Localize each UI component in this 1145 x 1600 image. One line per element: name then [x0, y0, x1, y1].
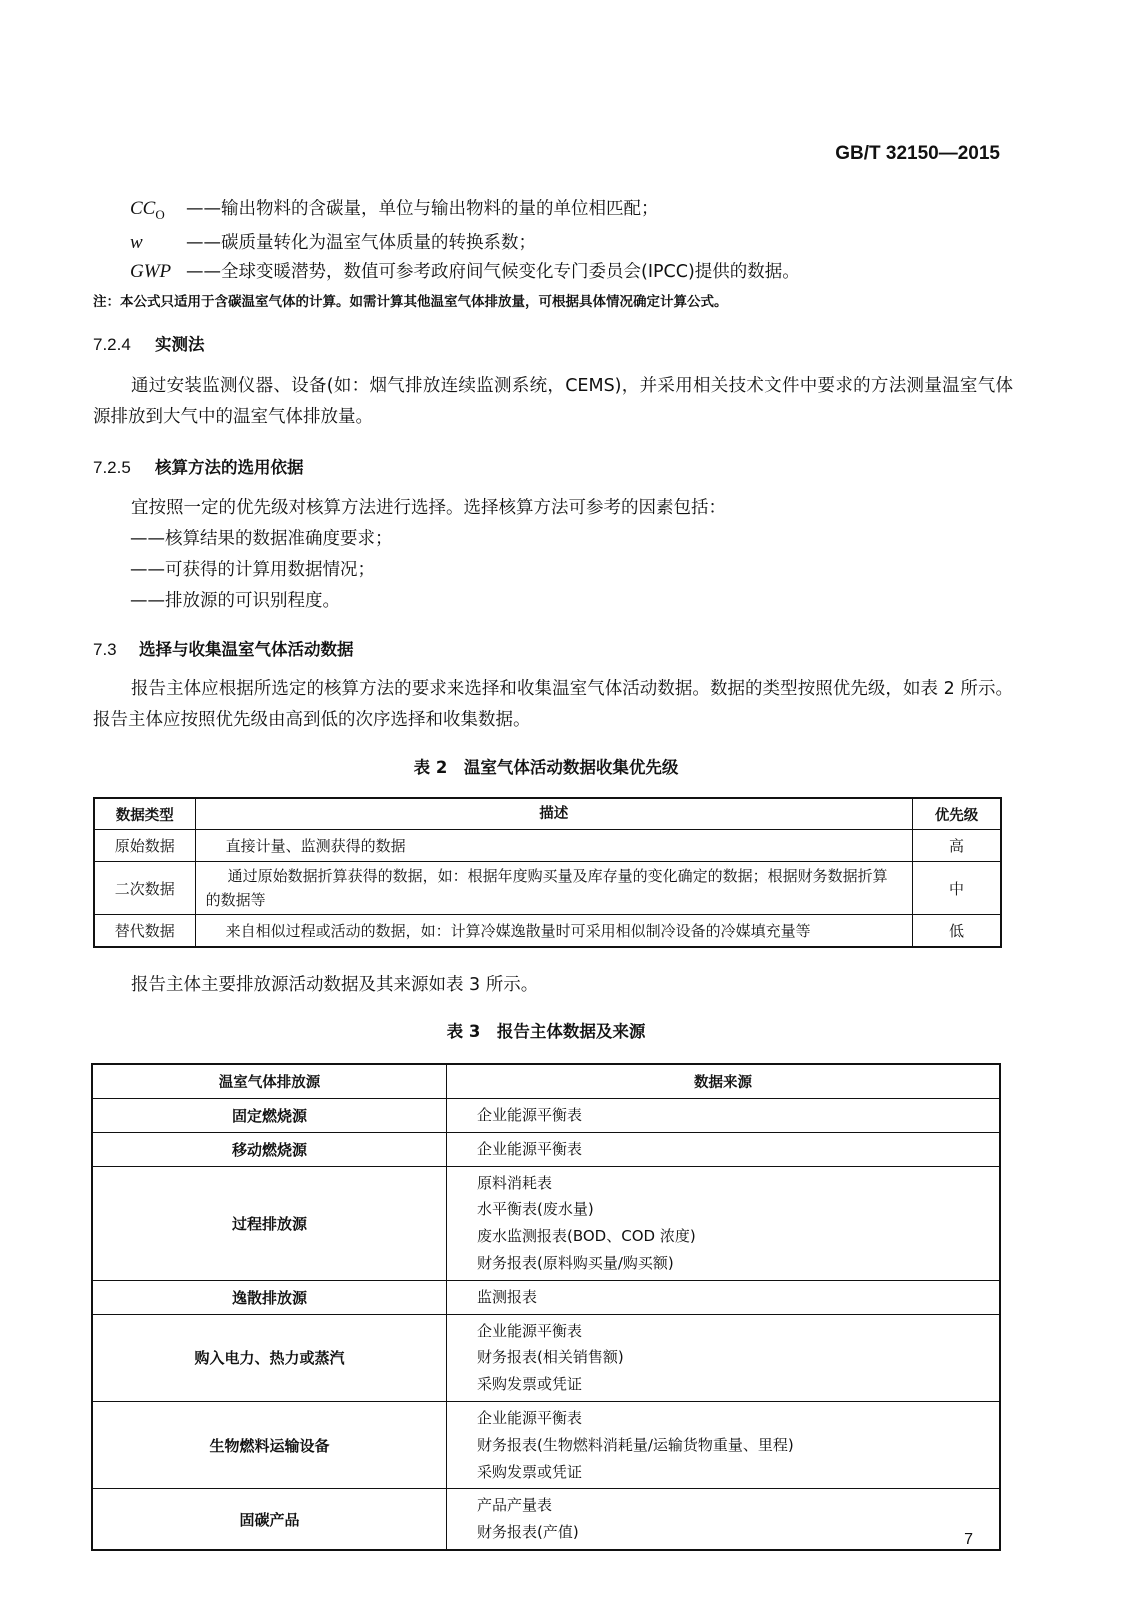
section-title: 核算方法的选用依据 [155, 458, 304, 477]
table-row [92, 1166, 1000, 1280]
page-number: 7 [964, 1531, 973, 1548]
data-source-line: 财务报表(原料购买量/购买额) [477, 1253, 674, 1272]
column-header: 数据类型 [94, 798, 195, 830]
table-header-row [94, 798, 1001, 830]
data-source-line: 财务报表(产值) [477, 1523, 579, 1542]
table-row [92, 1489, 1000, 1550]
data-source-line: 财务报表(相关销售额) [477, 1348, 624, 1367]
heading-7-2-4 [93, 331, 205, 355]
table-row [94, 862, 1001, 915]
heading-7-3 [93, 636, 354, 660]
data-source-cell [447, 1132, 1001, 1166]
section-number: 7.2.5 [93, 458, 131, 477]
data-source-line: 采购发票或凭证 [477, 1462, 583, 1481]
paragraph-7-2-4: 通过安装监测仪器、设备(如：烟气排放连续监测系统，CEMS)，并采用相关技术文件中要求的方法测量温室气体源排放到大气中的温室气体排放量。 [93, 376, 1013, 427]
priority-table [93, 797, 1002, 948]
emission-source-cell: 逸散排放源 [92, 1280, 447, 1314]
priority-cell: 中 [912, 862, 1001, 915]
standard-number: GB/T 32150—2015 [835, 143, 1000, 164]
section-number: 7.3 [93, 640, 117, 659]
list-item: ——可获得的计算用数据情况； [130, 560, 375, 580]
data-source-cell [447, 1489, 1001, 1550]
table3-caption: 表 3 报告主体数据及来源 [446, 1022, 646, 1041]
symbol-cc: CC [130, 198, 156, 219]
symbol-subscript: O [155, 206, 165, 222]
column-header: 数据来源 [447, 1064, 1001, 1099]
emission-source-cell: 购入电力、热力或蒸汽 [92, 1314, 447, 1401]
list-item: ——排放源的可识别程度。 [130, 591, 340, 611]
data-source-cell [447, 1280, 1001, 1314]
description-cell: 来自相似过程或活动的数据，如：计算冷媒逸散量时可采用相似制冷设备的冷媒填充量等 [195, 915, 912, 948]
data-source-line: 产品产量表 [477, 1496, 553, 1515]
column-header: 优先级 [912, 798, 1001, 830]
heading-7-2-5 [93, 454, 304, 478]
table-row [92, 1132, 1000, 1166]
description-cell: 直接计量、监测获得的数据 [195, 830, 912, 862]
definition-w [130, 229, 800, 258]
symbol-definitions [130, 195, 800, 286]
emission-source-cell: 固碳产品 [92, 1489, 447, 1550]
formula-note: 注：本公式只适用于含碳温室气体的计算。如需计算其他温室气体排放量，可根据具体情况确定计算公式。 [93, 294, 728, 310]
table-row [92, 1314, 1000, 1401]
data-source-line: 采购发票或凭证 [477, 1375, 583, 1394]
data-source-line: 企业能源平衡表 [477, 1106, 583, 1124]
data-source-line: 原料消耗表 [477, 1173, 553, 1192]
data-source-line: 监测报表 [477, 1287, 538, 1306]
list-item: ——核算结果的数据准确度要求； [130, 529, 393, 549]
data-source-table [91, 1063, 1001, 1551]
definition-cco [130, 195, 800, 229]
symbol-w: w [130, 232, 143, 254]
table-row [92, 1099, 1000, 1133]
definition-text: ——全球变暖潜势，数值可参考政府间气候变化专门委员会(IPCC)提供的数据。 [186, 261, 800, 282]
description-cell: 通过原始数据折算获得的数据，如：根据年度购买量及库存量的变化确定的数据；根据财务数据折算的数据等 [195, 862, 912, 915]
table-row [92, 1280, 1000, 1314]
data-source-cell [447, 1314, 1001, 1401]
data-source-cell [447, 1166, 1001, 1280]
emission-source-cell: 移动燃烧源 [92, 1132, 447, 1166]
column-header: 描述 [195, 798, 912, 830]
emission-source-cell: 过程排放源 [92, 1166, 447, 1280]
data-source-line: 财务报表(生物燃料消耗量/运输货物重量、里程) [477, 1435, 794, 1454]
section-title: 选择与收集温室气体活动数据 [139, 640, 354, 659]
section-number: 7.2.4 [93, 335, 131, 354]
priority-cell: 高 [912, 830, 1001, 862]
table-row [92, 1401, 1000, 1488]
definition-text: ——碳质量转化为温室气体质量的转换系数； [186, 233, 536, 254]
data-type-cell: 替代数据 [94, 915, 195, 948]
column-header: 温室气体排放源 [92, 1064, 447, 1099]
symbol-gwp: GWP [130, 260, 172, 282]
data-type-cell: 原始数据 [94, 830, 195, 862]
definition-text: ——输出物料的含碳量，单位与输出物料的量的单位相匹配； [186, 199, 659, 219]
definition-gwp [130, 258, 800, 287]
section-title: 实测法 [155, 335, 205, 354]
table3-intro: 报告主体主要排放源活动数据及其来源如表 3 所示。 [131, 975, 539, 995]
data-source-line: 水平衡表(废水量) [477, 1200, 594, 1219]
table-row [94, 830, 1001, 862]
table2-caption: 表 2 温室气体活动数据收集优先级 [413, 758, 679, 777]
table-row [94, 915, 1001, 948]
data-source-line: 企业能源平衡表 [477, 1321, 583, 1340]
data-source-line: 企业能源平衡表 [477, 1139, 583, 1158]
emission-source-cell: 生物燃料运输设备 [92, 1401, 447, 1488]
table-header-row [92, 1064, 1000, 1099]
data-type-cell: 二次数据 [94, 862, 195, 915]
paragraph-7-2-5: 宜按照一定的优先级对核算方法进行选择。选择核算方法可参考的因素包括： [131, 498, 726, 518]
data-source-line: 企业能源平衡表 [477, 1408, 583, 1427]
priority-cell: 低 [912, 915, 1001, 948]
emission-source-cell: 固定燃烧源 [92, 1099, 447, 1133]
data-source-line: 废水监测报表(BOD、COD 浓度) [477, 1227, 696, 1246]
data-source-cell [447, 1099, 1001, 1133]
data-source-cell [447, 1401, 1001, 1488]
paragraph-7-3: 报告主体应根据所选定的核算方法的要求来选择和收集温室气体活动数据。数据的类型按照优先级，如表 2 所示。报告主体应按照优先级由高到低的次序选择和收集数据。 [93, 679, 1013, 730]
